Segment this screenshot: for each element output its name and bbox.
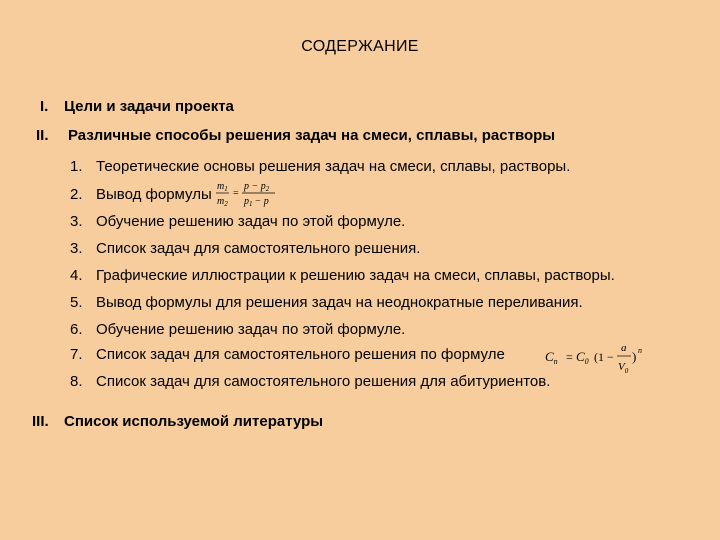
list-item — [70, 321, 405, 338]
list-item — [70, 158, 570, 175]
item-number: 3. — [70, 213, 83, 230]
formula-lhs: $C_n$ — [545, 349, 558, 366]
item-number: 1. — [70, 158, 83, 175]
item-label: Обучение решению задач по этой формуле. — [96, 321, 406, 338]
item-number: 2. — [70, 186, 83, 203]
section-2 — [36, 127, 555, 144]
formula-lhs-denominator: $m_2$ — [217, 196, 228, 208]
section-number: I. — [40, 98, 49, 115]
formula-close: ) — [632, 349, 637, 364]
section-number: II. — [36, 127, 49, 144]
list-item — [70, 294, 583, 311]
formula-rhs-numerator: $p - p_2$ — [244, 181, 270, 193]
dilution-formula — [544, 340, 648, 376]
list-item — [70, 346, 505, 363]
list-item — [70, 373, 550, 390]
item-number: 6. — [70, 321, 83, 338]
formula-frac-denominator: $V_0$ — [618, 361, 629, 375]
section-label: Цели и задачи проекта — [64, 98, 234, 115]
item-label: Вывод формулы — [96, 186, 212, 203]
item-number: 7. — [70, 346, 83, 363]
list-item — [70, 240, 420, 257]
item-number: 3. — [70, 240, 83, 257]
item-number: 4. — [70, 267, 83, 284]
list-item — [70, 267, 615, 284]
item-label: Обучение решению задач по этой формуле. — [96, 213, 406, 230]
formula-exponent: n — [638, 346, 642, 355]
formula-lhs-numerator: $m_1$ — [217, 181, 228, 193]
section-3 — [32, 413, 323, 430]
item-label: Список задач для самостоятельного решения для абитуриентов. — [96, 373, 551, 390]
item-number: 8. — [70, 373, 83, 390]
formula-rhs-denominator: $p_1 - p$ — [244, 196, 269, 208]
item-label: Теоретические основы решения задач на смеси, сплавы, растворы. — [96, 158, 571, 175]
section-label: Различные способы решения задач на смеси, сплавы, растворы — [68, 127, 556, 144]
dilution-formula-graphic — [544, 340, 648, 376]
formula-c0: $C_0$ — [576, 349, 589, 366]
formula-frac-numerator: a — [621, 342, 627, 354]
page-title: СОДЕРЖАНИЕ — [301, 38, 419, 55]
item-label: Графические иллюстрации к решению задач на смеси, сплавы, растворы. — [96, 267, 615, 284]
formula-equals: = — [566, 350, 573, 364]
formula-open: (1 − — [594, 350, 614, 364]
item-label: Список задач для самостоятельного решения. — [96, 240, 421, 257]
list-item — [70, 186, 212, 203]
section-label: Список используемой литературы — [64, 413, 324, 430]
ratio-formula-graphic — [215, 178, 277, 212]
formula-equals: = — [233, 188, 239, 199]
item-number: 5. — [70, 294, 83, 311]
item-label: Список задач для самостоятельного решения по формуле — [96, 346, 505, 363]
ratio-formula — [215, 178, 277, 212]
section-number: III. — [32, 413, 49, 430]
item-label: Вывод формулы для решения задач на неоднократные переливания. — [96, 294, 583, 311]
list-item — [70, 213, 405, 230]
section-1 — [40, 98, 234, 115]
